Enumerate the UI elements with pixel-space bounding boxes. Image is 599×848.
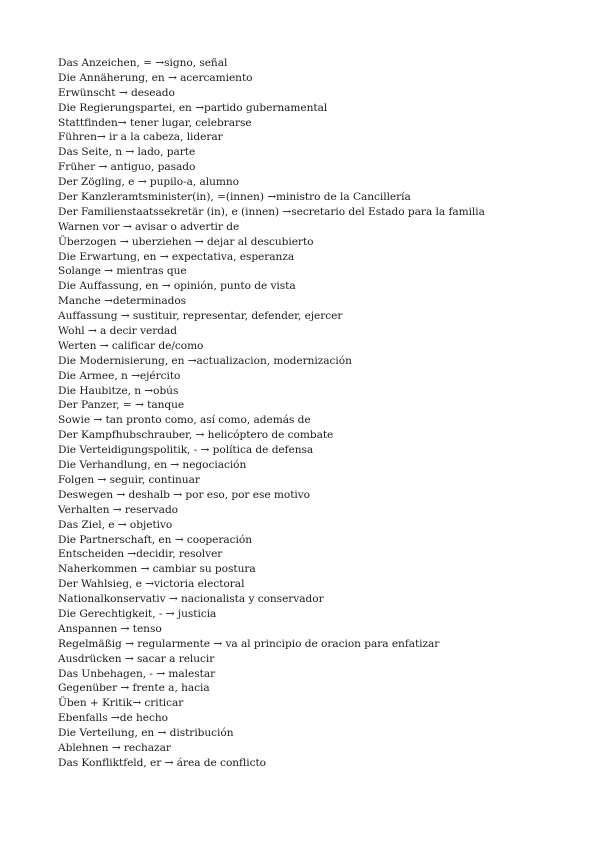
vocabulary-entry: Naherkommen → cambiar su postura bbox=[58, 563, 256, 576]
vocabulary-entry: Ebenfalls →de hecho bbox=[58, 712, 168, 725]
vocabulary-entry: Gegenüber → frente a, hacia bbox=[58, 682, 210, 695]
vocabulary-entry: Früher → antiguo, pasado bbox=[58, 161, 196, 174]
vocabulary-entry: Die Auffassung, en → opinión, punto de vista bbox=[58, 280, 296, 293]
vocabulary-entry: Die Verteidigungspolitik, - → política de defensa bbox=[58, 444, 314, 457]
vocabulary-entry: Die Regierungspartei, en →partido gubernamental bbox=[58, 101, 328, 114]
vocabulary-entry: Nationalkonservativ → nacionalista y conservador bbox=[58, 593, 324, 606]
vocabulary-entry: Üben + Kritik→ criticar bbox=[58, 697, 184, 710]
vocabulary-entry: Deswegen → deshalb → por eso, por ese motivo bbox=[58, 488, 311, 501]
vocabulary-entry: Die Armee, n →ejército bbox=[58, 369, 181, 382]
vocabulary-entry: Die Erwartung, en → expectativa, esperanza bbox=[58, 250, 295, 263]
vocabulary-entry: Verhalten → reservado bbox=[58, 503, 179, 516]
vocabulary-entry: Die Partnerschaft, en → cooperación bbox=[58, 533, 252, 546]
vocabulary-entry: Ablehnen → rechazar bbox=[58, 741, 171, 754]
vocabulary-entry: Anspannen → tenso bbox=[58, 622, 162, 635]
vocabulary-entry: Ausdrücken → sacar a relucir bbox=[58, 652, 215, 665]
vocabulary-entry: Entscheiden →decidir, resolver bbox=[58, 548, 223, 561]
vocabulary-entry: Solange → mientras que bbox=[58, 265, 187, 278]
vocabulary-entry: Stattfinden→ tener lugar, celebrarse bbox=[58, 116, 252, 129]
vocabulary-entry: Der Panzer, = → tanque bbox=[58, 399, 185, 412]
vocabulary-entry: Der Kampfhubschrauber, → helicóptero de combate bbox=[58, 429, 334, 442]
vocabulary-entry: Der Zögling, e → pupilo-a, alumno bbox=[58, 176, 240, 189]
vocabulary-entry: Führen→ ir a la cabeza, liderar bbox=[58, 131, 223, 144]
vocabulary-entry: Die Annäherung, en → acercamiento bbox=[58, 71, 253, 84]
vocabulary-entry: Die Verhandlung, en → negociación bbox=[58, 459, 247, 472]
vocabulary-entry: Die Modernisierung, en →actualizacion, modernización bbox=[58, 354, 352, 367]
vocabulary-entry: Die Verteilung, en → distribución bbox=[58, 727, 234, 740]
vocabulary-entry: Erwünscht → deseado bbox=[58, 86, 175, 99]
vocabulary-entry: Wohl → a decir verdad bbox=[58, 325, 178, 338]
vocabulary-entry: Auffassung → sustituir, representar, defender, ejercer bbox=[58, 310, 343, 323]
vocabulary-entry: Das Ziel, e → objetivo bbox=[58, 518, 173, 531]
vocabulary-entry: Der Familienstaatssekretär (in), e (innen) →secretario del Estado para la familia bbox=[58, 205, 485, 218]
vocabulary-entry: Überzogen → uberziehen → dejar al descubierto bbox=[58, 235, 314, 248]
vocabulary-entry: Regelmäßig → regularmente → va al principio de oracion para enfatizar bbox=[58, 637, 440, 650]
vocabulary-entry: Das Konfliktfeld, er → área de conflicto bbox=[58, 756, 267, 769]
vocabulary-list bbox=[58, 56, 578, 771]
vocabulary-entry: Die Gerechtigkeit, - → justicia bbox=[58, 607, 217, 620]
vocabulary-entry: Sowie → tan pronto como, así como, además de bbox=[58, 414, 311, 427]
vocabulary-entry: Das Anzeichen, = →signo, señal bbox=[58, 57, 228, 69]
vocabulary-entry: Die Haubitze, n →obús bbox=[58, 384, 179, 397]
vocabulary-entry: Manche →determinados bbox=[58, 295, 187, 308]
vocabulary-entry: Der Wahlsieg, e →victoria electoral bbox=[58, 578, 245, 591]
vocabulary-entry: Der Kanzleramtsminister(in), =(innen) →ministro de la Cancillería bbox=[58, 191, 411, 204]
vocabulary-entry: Warnen vor → avisar o advertir de bbox=[58, 220, 240, 233]
vocabulary-entry: Werten → calificar de/como bbox=[58, 339, 204, 352]
vocabulary-entry: Das Unbehagen, - → malestar bbox=[58, 667, 216, 680]
vocabulary-entry: Das Seite, n → lado, parte bbox=[58, 146, 196, 159]
vocabulary-entry: Folgen → seguir, continuar bbox=[58, 473, 200, 486]
